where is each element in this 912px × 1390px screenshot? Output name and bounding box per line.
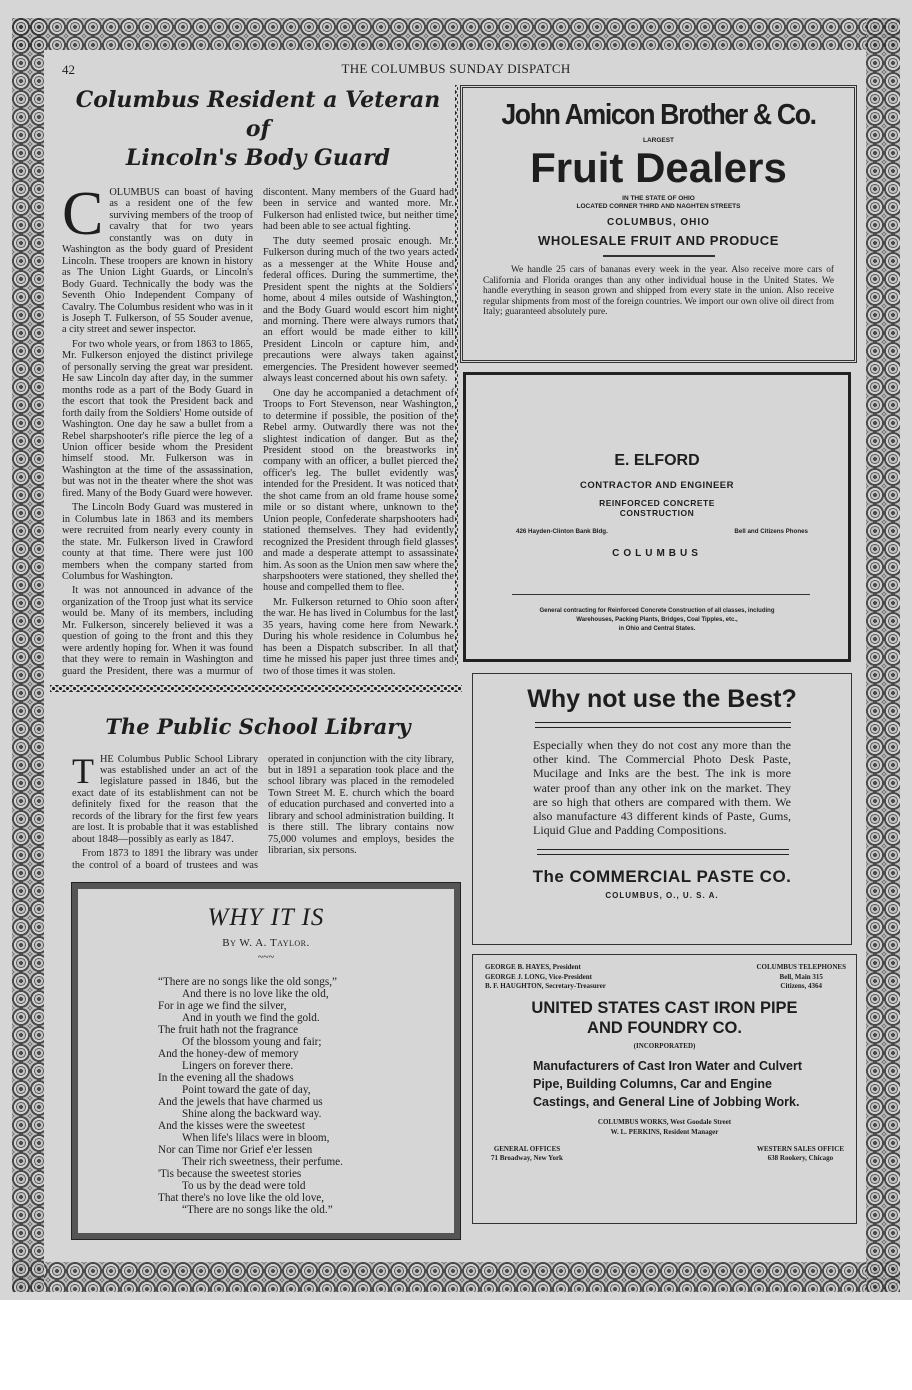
article-body	[62, 180, 454, 679]
poem-line: To us by the dead were told	[182, 1180, 306, 1193]
ad-footer-line: Warehouses, Packing Plants, Bridges, Coal Tipples, etc.,	[576, 617, 738, 623]
poem-line: Of the blossom young and fair;	[182, 1036, 322, 1049]
page-number: 42	[62, 62, 75, 77]
paragraph: OLUMBUS can boast of having as a resident one of the few surviving members of the troop of cavalry that for two years constantly was on duty in Washington as the body guard of President Lincoln. These troopers are known in history as The Union Light Guards, or Lincoln's Body Guard. Technically the body was the Seventh Ohio Independent Company of Cavalry. The Columbus resident who was in it is Joseph T. Fulkerson, of 55 Souder avenue, a city street and sewer inspector.	[62, 187, 253, 336]
poem-line: Their rich sweetness, their perfume.	[182, 1156, 343, 1169]
ad-footer-line: in Ohio and Central States.	[618, 626, 696, 632]
article-headline	[62, 86, 454, 173]
phones-title: COLUMBUS TELEPHONES	[756, 963, 846, 971]
offices-address: 71 Broadway, New York	[491, 1154, 563, 1162]
ad-location: LOCATED CORNER THIRD AND NAGHTEN STREETS	[576, 203, 741, 210]
ad-state: IN THE STATE OF OHIO	[622, 195, 695, 202]
ad-incorporated: (INCORPORATED)	[633, 1041, 696, 1050]
poem-line: In the evening all the shadows	[158, 1072, 294, 1085]
ornamental-border-top	[12, 18, 900, 50]
drop-cap: C	[62, 180, 104, 248]
ad-city: COLUMBUS, OHIO	[607, 217, 710, 228]
phone: Citizens, 4364	[780, 982, 823, 990]
headline-line-1: Columbus Resident a Veteran of	[75, 87, 441, 142]
poem-line: And there is no love like the old,	[182, 988, 329, 1001]
officer: GEORGE B. HAYES, President	[485, 963, 581, 971]
phone: Bell, Main 315	[779, 972, 823, 981]
offices-title: GENERAL OFFICES	[493, 1144, 561, 1153]
paragraph: One day he accompanied a detachment of Troops to Fort Stevenson, near Washington, to determine if possible, the position of the Rebel army. Outwardly there was not the slightest indication of danger. But as the President stood on the breastworks in company with an officer, a bullet pierced the officer's leg. The bullet evidently was intended for the President. It was noticed that the shot came from an old frame house some mile or so distant where, unknown to the Union people, Confederate sharpshooters had stationed themselves. They had evidently recognized the President through field glasses and made a desperate attempt to assassinate him. As soon as the Union men saw where the sharpshooters were stationed, they shelled the house and compelled them to flee.	[263, 387, 454, 594]
poem-line: “There are no songs like the old songs,”	[158, 976, 337, 989]
ad-specialty: REINFORCED CONCRETE	[599, 498, 715, 508]
poem-line: Lingers on forever there.	[182, 1060, 294, 1073]
masthead: THE COLUMBUS SUNDAY DISPATCH	[341, 61, 571, 76]
poem-line: Point toward the gate of day,	[182, 1084, 311, 1097]
poem-line: The fruit hath not the fragrance	[158, 1024, 299, 1037]
western-address: 638 Rookery, Chicago	[767, 1154, 834, 1162]
poem-box	[72, 883, 460, 1239]
ad-headline: Why not use the Best?	[527, 685, 797, 713]
ad-e-elford	[463, 372, 851, 662]
ad-tagline: WHOLESALE FRUIT AND PRODUCE	[537, 233, 780, 248]
poem-line: “There are no songs like the old.”	[182, 1204, 333, 1217]
rule	[512, 594, 810, 595]
ad-specialty: CONSTRUCTION	[619, 508, 695, 518]
paragraph: The duty seemed prosaic enough. Mr. Fulkerson during much of the two years acted as a messenger at the White House and federal offices. During the summertime, the President spent the nights at the Soldiers' home, about 4 miles outside of Washington, and the Body Guard would escort him night and morning. There were always rumors that an effort would be made either to kill President Lincoln or capture him, and precautions were always taken against emergencies. The President however seemed always least concerned about his own safety.	[263, 235, 454, 385]
poem-byline: By W. A. Taylor.	[222, 937, 310, 950]
ad-footer-line: General contracting for Reinforced Concrete Construction of all classes, including	[539, 608, 775, 614]
ad-city: COLUMBUS, O., U. S. A.	[605, 891, 719, 901]
poem-line: Shine along the backward way.	[182, 1108, 322, 1121]
ad-manager: W. L. PERKINS, Resident Manager	[610, 1127, 719, 1136]
poem-line: Nor can Time nor Grief e'er lessen	[158, 1144, 313, 1157]
ad-body: Especially when they do not cost any more than the other kind. The Commercial Photo Desk Paste, Mucilage and Inks are the best. The ink is more water proof than any other ink on the market. They are so high that others are compared with them. We also manufacture 43 different kinds of Paste, Gums, Liquid Glue and Padding Compositions.	[533, 738, 791, 838]
double-rule	[537, 849, 789, 855]
ad-city: COLUMBUS	[612, 548, 702, 559]
right-column	[460, 85, 857, 1224]
poem-lines	[158, 976, 454, 1216]
ornamental-divider	[50, 685, 462, 692]
ad-john-amicon	[460, 85, 857, 363]
poem-line: That there's no love like the old love,	[158, 1192, 325, 1205]
officer: GEORGE J. LONG, Vice-President	[485, 972, 593, 981]
ornamental-border-left	[12, 18, 44, 1292]
officer: B. F. HAUGHTON, Secretary-Treasurer	[485, 982, 606, 990]
paragraph: For two whole years, or from 1863 to 1865, Mr. Fulkerson enjoyed the distinct privilege of personally serving the great war president. He saw Lincoln day after day, in the summer months rode as a part of the Body Guard in the escort that took the President back and forth daily from the Soldiers' Home outside of Washington. One day he saw a bullet from a Rebel sharpshooter's rifle pierce the leg of a Union officer beside whom the President himself stood. Mr. Fulkerson was in Washington at the time of the assassination, but was not in the theater where the shot was fired. Many of the Body Guard were however.	[62, 338, 253, 499]
paragraph: HE Columbus Public School Library was established under an act of the legislature passed in 1846, but the exact date of its establishment can not be definitely fixed for the reason that the records of the library for the first few years are lost. It is probable that it was established about 1848—possibly as early as 1847.	[72, 753, 258, 845]
poem-line: For in age we find the silver,	[158, 1000, 287, 1013]
paragraph: From 1873 to 1891 the library was under the control of a board of trustees and was operated in conjunction with the city library, but in 1891 a separation took place and the school library was placed in the remodeled Town Street M. E. church which the board of education purchased and converted into a library and school administration building. It is there still. The library contains now 75,000 volumes and employs, besides the librarian, six persons.	[72, 753, 454, 871]
poem-line: And the kisses were the sweetest	[158, 1120, 305, 1133]
left-column	[62, 86, 454, 1239]
ad-headline: Fruit Dealers	[530, 144, 787, 191]
western-title: WESTERN SALES OFFICE	[756, 1144, 844, 1153]
rule	[603, 255, 715, 257]
ad-name: E. ELFORD	[614, 452, 700, 469]
poem-line: 'Tis because the sweetest stories	[158, 1168, 302, 1181]
ad-largest: LARGEST	[642, 137, 675, 144]
drop-cap: T	[72, 750, 94, 791]
poem-title: WHY IT IS	[207, 904, 325, 932]
ad-works: COLUMBUS WORKS, West Goodale Street	[597, 1117, 732, 1126]
paragraph: Mr. Fulkerson returned to Ohio soon after the war. He has lived in Columbus for the last 35 years, having come here from Newark. During his whole residence in Columbus he has been a Dispatch subscriber. In all that time he missed his paper just three times and two of those times it was stolen.	[263, 596, 454, 677]
ornamental-border-right	[866, 18, 900, 1292]
poem-line: And the honey-dew of memory	[158, 1048, 299, 1061]
poem-line: And the jewels that have charmed us	[158, 1096, 323, 1109]
ad-title: CONTRACTOR AND ENGINEER	[579, 480, 734, 491]
ad-commercial-paste	[472, 673, 852, 945]
ornamental-border-bottom	[12, 1262, 900, 1292]
ad-us-cast-iron-pipe	[472, 954, 857, 1224]
ad-company: The COMMERCIAL PASTE CO.	[532, 867, 792, 887]
headline-line-2: Lincoln's Body Guard	[125, 145, 391, 171]
paragraph: It was not announced in advance of the organization of the Troop just what its service would be. Many of its members, including Mr. Fulkerson, sincerely believed it was a question of going to the front and this they were ardently hoping for. When it was found that they were to remain in Washington and guard the President, there was a murmur of discontent. Many members of the Guard had been in service and wanted more. Mr. Fulkerson had enlisted twice, but neither time had been able to see actual fighting.	[62, 187, 454, 677]
poem-ornament: ~~~	[257, 952, 275, 964]
ad-name: AND FOUNDRY CO.	[587, 1018, 742, 1037]
poem-line: And in youth we find the gold.	[182, 1012, 320, 1025]
ad-company-name: John Amicon Brother & Co.	[501, 99, 816, 131]
ad-address: 426 Hayden-Clinton Bank Bldg.	[516, 528, 608, 535]
library-body	[72, 750, 454, 872]
ornamental-divider-vertical	[455, 85, 458, 665]
paragraph: The Lincoln Body Guard was mustered in in Columbus late in 1863 and its members were recruited from nearly every county in the state. Mr. Fulkerson lived in Crawford county at that time. There were just 100 members when the company started from Columbus for Washington.	[62, 502, 253, 582]
library-headline: The Public School Library	[105, 713, 411, 739]
poem-line: When life's lilacs were in bloom,	[182, 1132, 330, 1145]
ad-body: Manufacturers of Cast Iron Water and Culvert Pipe, Building Columns, Car and Engine Castings, and General Line of Jobbing Work.	[533, 1058, 803, 1109]
double-rule	[535, 722, 791, 728]
ad-name: UNITED STATES CAST IRON PIPE	[531, 998, 798, 1017]
ad-body: We handle 25 cars of bananas every week in the year. Also receive more cars of California and Florida oranges than any other individual house in the United States. We handle everything in season grown and shipped from every state in the union. Also receive regular shipments from most of the foreign countries. We import our own olive oil direct from Italy; guaranteed absolutely pure.	[483, 265, 834, 317]
ad-phones: Bell and Citizens Phones	[734, 528, 808, 535]
